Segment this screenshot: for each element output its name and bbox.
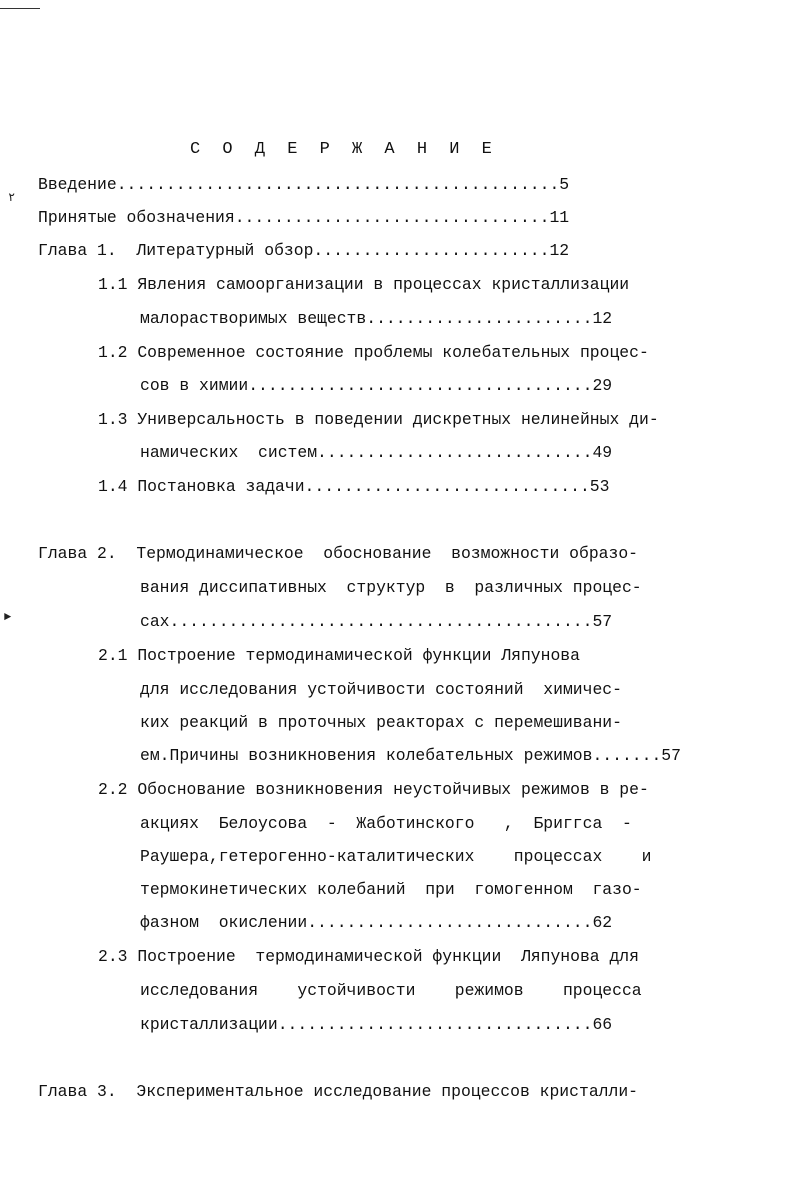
margin-mark-arrow: ► [4,610,12,624]
toc-entry-chapter-3: Глава 3. Экспериментальное исследование процессов кристалли- [38,1082,638,1101]
toc-entry-1-4: 1.4 Постановка задачи.............................53 [98,477,610,496]
toc-entry-2-2-cont4: фазном окислении.............................62 [140,913,613,932]
toc-entry-chapter-1: Глава 1. Литературный обзор........................12 [38,241,570,260]
toc-entry-chapter-2-cont1: вания диссипативных структур в различных процес- [140,578,642,597]
margin-mark-top: ٢ [8,191,16,205]
corner-rule [0,8,40,9]
toc-entry-2-3-cont1: исследования устойчивости режимов процесса [140,981,642,1000]
toc-entry-1-1-cont: малорастворимых веществ.......................12 [140,309,613,328]
toc-entry-1-3-cont: намических систем............................49 [140,443,613,462]
toc-entry-1-2-cont: сов в химии...................................29 [140,376,613,395]
page-title: С О Д Е Р Ж А Н И Е [190,140,498,159]
toc-entry-2-2-cont2: Раушера,гетерогенно-каталитических процессах и [140,847,652,866]
toc-entry-2-1-cont2: ких реакций в проточных реакторах с перемешивани- [140,713,622,732]
toc-entry-2-3-cont2: кристаллизации................................66 [140,1015,613,1034]
toc-entry-2-1-cont1: для исследования устойчивости состояний химичес- [140,680,622,699]
toc-entry-2-3: 2.3 Построение термодинамической функции Ляпунова для [98,947,639,966]
toc-entry-2-1: 2.1 Построение термодинамической функции Ляпунова [98,646,580,665]
toc-entry-2-2-cont3: термокинетических колебаний при гомогенном газо- [140,880,642,899]
toc-entry-chapter-2-cont2: сах...........................................57 [140,612,613,631]
toc-entry-notation: Принятые обозначения................................11 [38,208,570,227]
toc-entry-2-2: 2.2 Обоснование возникновения неустойчивых режимов в ре- [98,780,649,799]
toc-entry-chapter-2: Глава 2. Термодинамическое обоснование возможности образо- [38,544,638,563]
toc-entry-1-2: 1.2 Современное состояние проблемы колебательных процес- [98,343,649,362]
toc-entry-2-1-cont3: ем.Причины возникновения колебательных режимов.......57 [140,746,681,765]
toc-entry-2-2-cont1: акциях Белоусова - Жаботинского , Бриггса - [140,814,632,833]
toc-entry-1-3: 1.3 Универсальность в поведении дискретных нелинейных ди- [98,410,659,429]
toc-entry-introduction: Введение.............................................5 [38,175,570,194]
toc-entry-1-1: 1.1 Явления самоорганизации в процессах кристаллизации [98,275,630,294]
